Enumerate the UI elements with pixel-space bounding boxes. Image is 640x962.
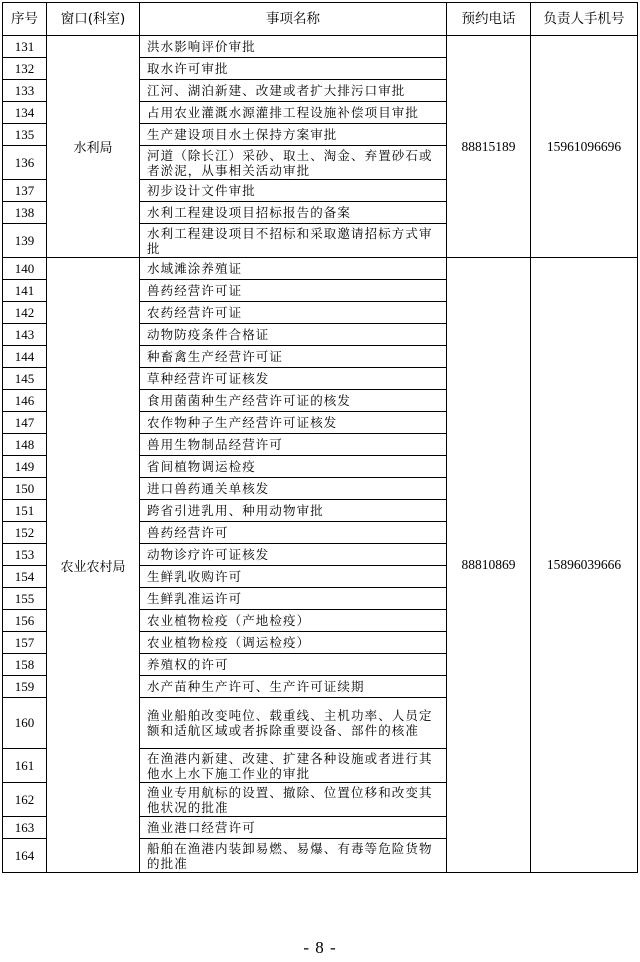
item-name: 水利工程建设项目招标报告的备案 [140, 202, 447, 224]
row-number: 147 [3, 412, 47, 434]
item-name: 生鲜乳准运许可 [140, 588, 447, 610]
responsible-mobile: 15961096696 [531, 36, 638, 258]
appointment-phone: 88815189 [447, 36, 531, 258]
row-number: 146 [3, 390, 47, 412]
page-number: - 8 - [303, 938, 337, 957]
row-number: 141 [3, 280, 47, 302]
row-number: 145 [3, 368, 47, 390]
row-number: 164 [3, 839, 47, 873]
header-window: 窗口(科室) [47, 3, 140, 36]
row-number: 155 [3, 588, 47, 610]
row-number: 134 [3, 102, 47, 124]
row-number: 160 [3, 698, 47, 749]
row-number: 135 [3, 124, 47, 146]
row-number: 163 [3, 817, 47, 839]
row-number: 140 [3, 258, 47, 280]
table-row [3, 258, 638, 280]
item-name: 兽用生物制品经营许可 [140, 434, 447, 456]
item-name: 农业植物检疫（产地检疫） [140, 610, 447, 632]
table-row [3, 36, 638, 58]
item-name: 生产建设项目水土保持方案审批 [140, 124, 447, 146]
row-number: 137 [3, 180, 47, 202]
item-name: 初步设计文件审批 [140, 180, 447, 202]
item-name: 省间植物调运检疫 [140, 456, 447, 478]
item-name: 动物诊疗许可证核发 [140, 544, 447, 566]
item-name: 动物防疫条件合格证 [140, 324, 447, 346]
row-number: 149 [3, 456, 47, 478]
header-item: 事项名称 [140, 3, 447, 36]
item-name: 生鲜乳收购许可 [140, 566, 447, 588]
item-name: 取水许可审批 [140, 58, 447, 80]
row-number: 159 [3, 676, 47, 698]
department-cell: 水利局 [47, 36, 140, 258]
item-name: 兽药经营许可 [140, 522, 447, 544]
item-name: 渔业船舶改变吨位、载重线、主机功率、人员定额和适航区域或者拆除重要设备、部件的核准 [140, 698, 447, 749]
row-number: 152 [3, 522, 47, 544]
item-name: 占用农业灌溉水源灌排工程设施补偿项目审批 [140, 102, 447, 124]
item-name: 兽药经营许可证 [140, 280, 447, 302]
item-name: 在渔港内新建、改建、扩建各种设施或者进行其他水上水下施工作业的审批 [140, 749, 447, 783]
item-name: 水产苗种生产许可、生产许可证续期 [140, 676, 447, 698]
item-name: 养殖权的许可 [140, 654, 447, 676]
item-name: 船舶在渔港内装卸易燃、易爆、有毒等危险货物的批准 [140, 839, 447, 873]
item-name: 渔业专用航标的设置、撤除、位置位移和改变其他状况的批准 [140, 783, 447, 817]
row-number: 162 [3, 783, 47, 817]
header-seq: 序号 [3, 3, 47, 36]
row-number: 132 [3, 58, 47, 80]
item-name: 跨省引进乳用、种用动物审批 [140, 500, 447, 522]
item-name: 水利工程建设项目不招标和采取邀请招标方式审批 [140, 224, 447, 258]
header-phone: 预约电话 [447, 3, 531, 36]
row-number: 139 [3, 224, 47, 258]
row-number: 151 [3, 500, 47, 522]
item-name: 渔业港口经营许可 [140, 817, 447, 839]
item-name: 农作物种子生产经营许可证核发 [140, 412, 447, 434]
row-number: 161 [3, 749, 47, 783]
header-row [3, 3, 638, 36]
row-number: 156 [3, 610, 47, 632]
row-number: 131 [3, 36, 47, 58]
row-number: 142 [3, 302, 47, 324]
item-name: 农业植物检疫（调运检疫） [140, 632, 447, 654]
header-mobile: 负责人手机号 [531, 3, 638, 36]
row-number: 150 [3, 478, 47, 500]
row-number: 157 [3, 632, 47, 654]
row-number: 143 [3, 324, 47, 346]
appointment-phone: 88810869 [447, 258, 531, 873]
item-name: 江河、湖泊新建、改建或者扩大排污口审批 [140, 80, 447, 102]
item-name: 草种经营许可证核发 [140, 368, 447, 390]
row-number: 144 [3, 346, 47, 368]
item-name: 洪水影响评价审批 [140, 36, 447, 58]
item-name: 食用菌菌种生产经营许可证的核发 [140, 390, 447, 412]
item-name: 种畜禽生产经营许可证 [140, 346, 447, 368]
row-number: 138 [3, 202, 47, 224]
item-name: 进口兽药通关单核发 [140, 478, 447, 500]
approval-items-table [2, 2, 638, 873]
responsible-mobile: 15896039666 [531, 258, 638, 873]
department-cell: 农业农村局 [47, 258, 140, 873]
item-name: 农药经营许可证 [140, 302, 447, 324]
row-number: 133 [3, 80, 47, 102]
row-number: 154 [3, 566, 47, 588]
row-number: 158 [3, 654, 47, 676]
table-body [3, 36, 638, 873]
row-number: 148 [3, 434, 47, 456]
item-name: 河道（除长江）采砂、取土、淘金、弃置砂石或者淤泥，从事相关活动审批 [140, 146, 447, 180]
row-number: 153 [3, 544, 47, 566]
item-name: 水域滩涂养殖证 [140, 258, 447, 280]
row-number: 136 [3, 146, 47, 180]
